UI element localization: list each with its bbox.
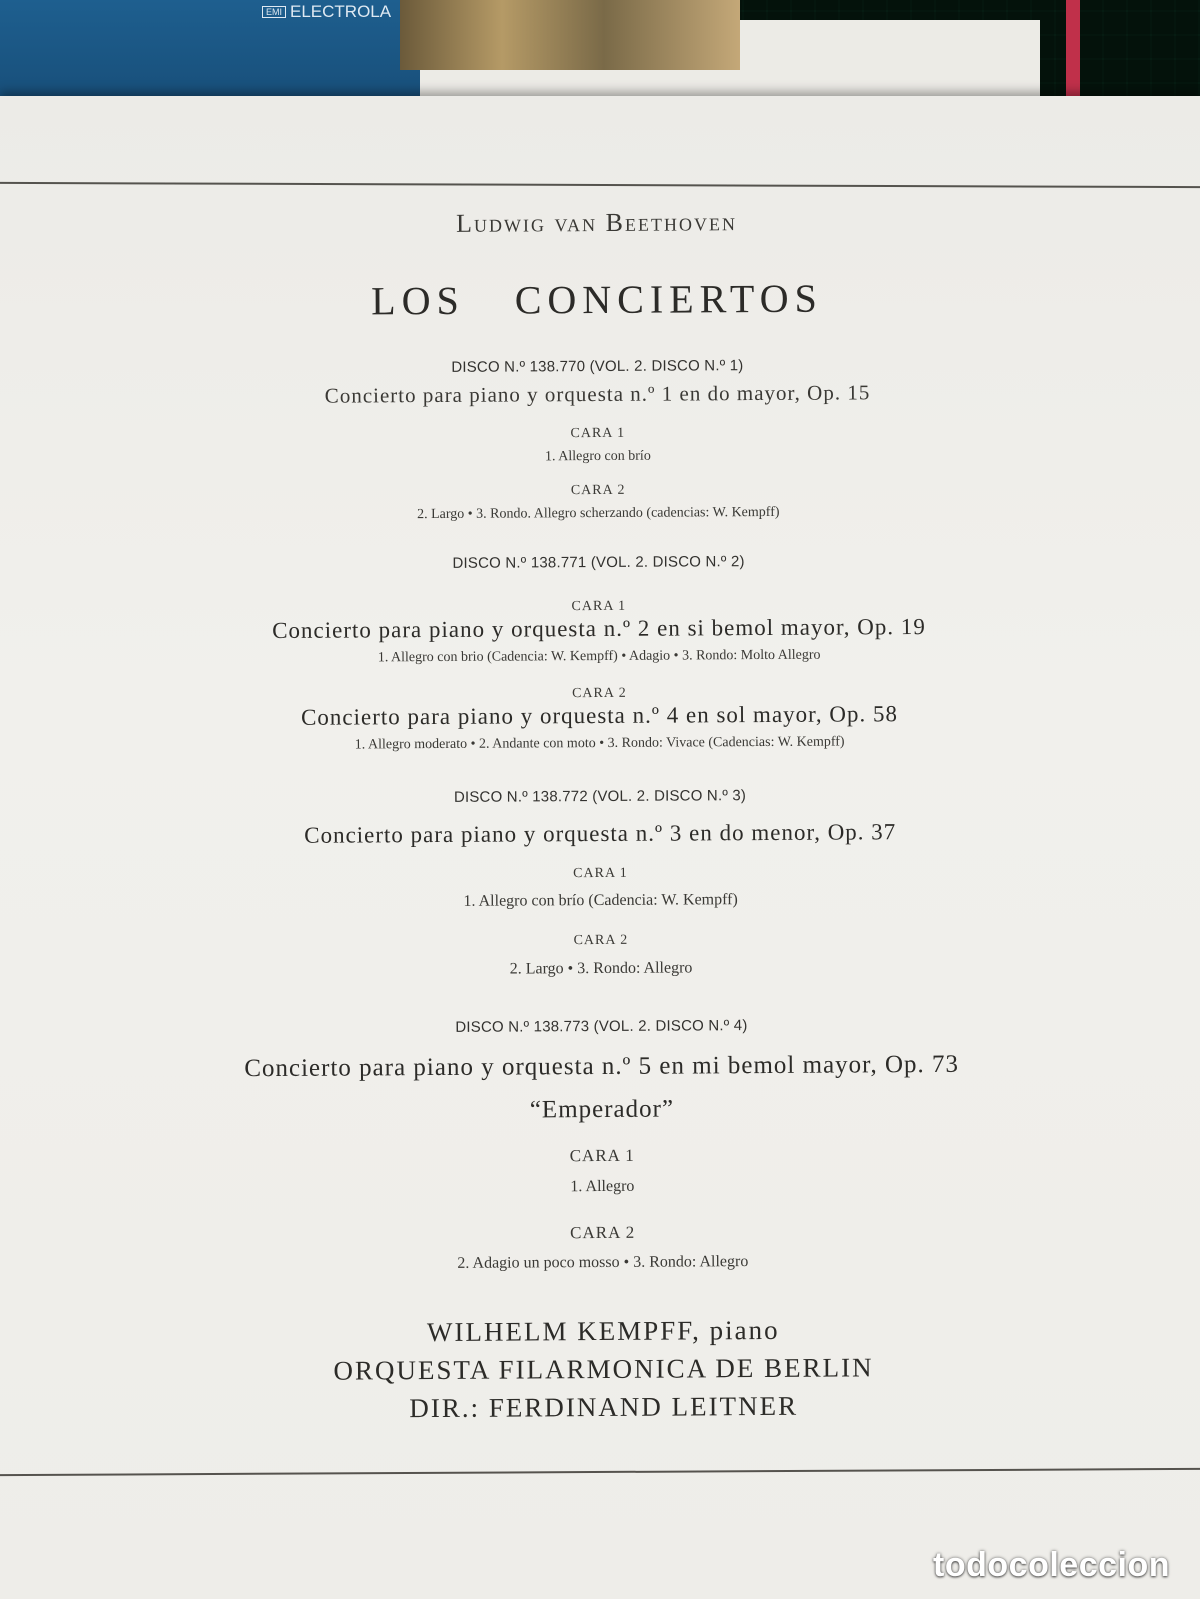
disc-1-side-2-tracks: 2. Largo • 3. Rondo. Allegro scherzando (cadencias: W. Kempff)	[416, 504, 780, 523]
disc-4-work: Concierto para piano y orquesta n.º 5 en mi bemol mayor, Op. 73	[244, 1050, 960, 1083]
cover-painting	[400, 0, 740, 70]
electrola-label: ELECTROLA	[290, 2, 392, 21]
composer-name: Ludwig van Beethoven	[455, 207, 738, 238]
disc-4-side-1-label: CARA 1	[569, 1145, 635, 1166]
track-listing	[0, 92, 1200, 1499]
disc-2-side-1-label: CARA 1	[571, 598, 627, 615]
electrola-logo	[262, 2, 391, 22]
todocoleccion-watermark: todocoleccion	[933, 1546, 1170, 1584]
disc-2-side-1-work: Concierto para piano y orquesta n.º 2 en si bemol mayor, Op. 19	[272, 614, 926, 643]
disc-1-work: Concierto para piano y orquesta n.º 1 en do mayor, Op. 15	[324, 380, 871, 408]
disc-4-side-2-label: CARA 2	[570, 1222, 636, 1243]
booklet-sheet	[0, 96, 1200, 1599]
disc-3-side-1-tracks: 1. Allegro con brío (Cadencia: W. Kempff)	[463, 891, 738, 910]
disc-1-side-1-tracks: 1. Allegro con brío	[544, 448, 651, 465]
disc-4-work-subtitle: “Emperador”	[529, 1095, 675, 1124]
disc-1-side-2-label: CARA 2	[570, 482, 626, 499]
disc-4-heading: DISCO N.º 138.773 (VOL. 2. DISCO N.º 4)	[455, 1017, 748, 1036]
credit-conductor: DIR.: FERDINAND LEITNER	[409, 1390, 799, 1424]
disc-4-side-1-tracks: 1. Allegro	[570, 1177, 635, 1196]
title-part-2: CONCIERTOS	[514, 275, 823, 323]
disc-3-heading: DISCO N.º 138.772 (VOL. 2. DISCO N.º 3)	[453, 787, 747, 806]
disc-2-side-2-label: CARA 2	[572, 685, 627, 702]
credit-soloist: WILHELM KEMPFF, piano	[426, 1314, 780, 1348]
disc-3-side-2-label: CARA 2	[573, 932, 629, 949]
disc-3-work: Concierto para piano y orquesta n.º 3 en do menor, Op. 37	[304, 819, 897, 848]
disc-1-heading: DISCO N.º 138.770 (VOL. 2. DISCO N.º 1)	[451, 357, 744, 376]
page-title	[0, 272, 1197, 326]
disc-2-side-2-work: Concierto para piano y orquesta n.º 4 en sol mayor, Op. 58	[300, 701, 899, 730]
disc-3-side-1-label: CARA 1	[573, 865, 628, 882]
disc-2-side-2-tracks: 1. Allegro moderato • 2. Andante con moto • 3. Rondo: Vivace (Cadencias: W. Kempff)	[354, 734, 845, 753]
disc-2-side-1-tracks: 1. Allegro con brio (Cadencia: W. Kempff) • Adagio • 3. Rondo: Molto Allegro	[377, 647, 821, 666]
credit-orchestra: ORQUESTA FILARMONICA DE BERLIN	[333, 1352, 874, 1386]
emi-badge: EMI	[262, 6, 286, 18]
disc-3-side-2-tracks: 2. Largo • 3. Rondo: Allegro	[509, 959, 693, 978]
title-part-1: LOS	[371, 277, 465, 324]
disc-2-heading: DISCO N.º 138.771 (VOL. 2. DISCO N.º 2)	[452, 553, 745, 572]
disc-4-side-2-tracks: 2. Adagio un poco mosso • 3. Rondo: Allegro	[457, 1253, 749, 1272]
disc-1-side-1-label: CARA 1	[570, 425, 626, 442]
